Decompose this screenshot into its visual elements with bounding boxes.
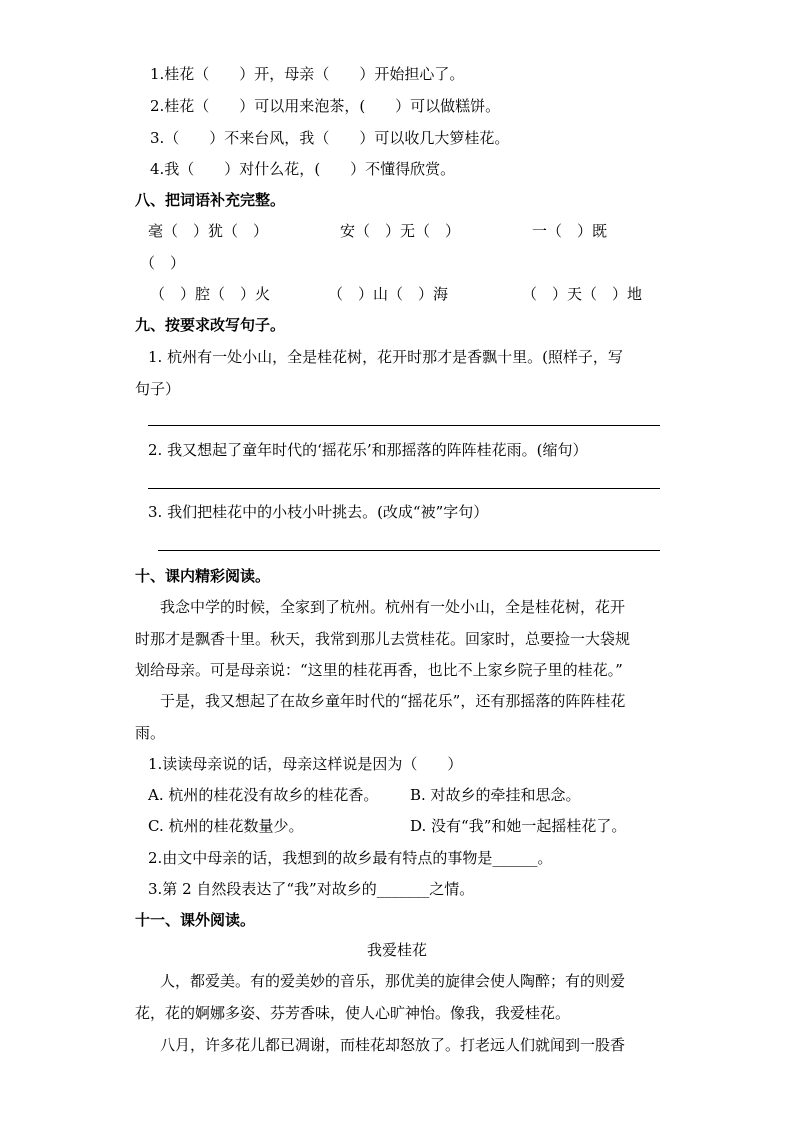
option-b: B. 对故乡的牵挂和思念。: [410, 786, 581, 804]
reading-para-line-3: 划给母亲。可是母亲说：“这里的桂花再香，也比不上家乡院子里的桂花。”: [135, 661, 623, 679]
word-group-1: 毫（ ）犹（ ）: [148, 222, 269, 240]
option-d: D. 没有“我”和她一起摇桂花了。: [410, 817, 627, 835]
rewrite-q2: 2. 我又想起了童年时代的‘摇花乐’和那摇落的阵阵桂花雨。(缩句）: [148, 441, 588, 459]
answer-line-1: [148, 425, 660, 426]
reading-para-line-1: 我念中学的时候，全家到了杭州。杭州有一处小山，全是桂花树，花开: [160, 598, 626, 616]
reading-q1: 1.读读母亲说的话，母亲这样说是因为（ ）: [148, 755, 463, 773]
passage-line-3: 八月，许多花儿都已凋谢，而桂花却怒放了。打老远人们就闻到一股香: [160, 1036, 626, 1054]
fill-line-2: 2.桂花（ ）可以用来泡茶，( ）可以做糕饼。: [150, 97, 501, 115]
word-group-3: 一（ ）既: [532, 222, 608, 240]
reading-para-line-2: 时那才是飘香十里。秋天，我常到那儿去赏桂花。回家时，总要捡一大袋规: [135, 630, 631, 648]
rewrite-q1-line1: 1. 杭州有一处小山，全是桂花树，花开时那才是香飘十里。(照样子，写: [148, 348, 623, 366]
passage-line-1: 人，都爱美。有的爱美妙的音乐，那优美的旋律会使人陶醉；有的则爱: [160, 972, 626, 990]
option-c: C. 杭州的桂花数量少。: [148, 817, 304, 835]
passage-title: 我爱桂花: [366, 941, 427, 959]
word-group-2: 安（ ）无（ ）: [340, 222, 461, 240]
passage-line-2: 花，花的婀娜多姿、芬芳香味，使人心旷神怡。像我，我爱桂花。: [135, 1004, 571, 1022]
answer-line-3: [158, 550, 660, 551]
word-group-3-wrap: （ ）: [140, 254, 186, 272]
word-group-6: （ ）天（ ）地: [522, 285, 643, 303]
reading-q2: 2.由文中母亲的话，我想到的故乡最有特点的事物是______。: [148, 849, 553, 867]
option-a: A. 杭州的桂花没有故乡的桂花香。: [148, 786, 379, 804]
fill-line-4: 4.我（ ）对什么花，( ）不懂得欣赏。: [150, 160, 456, 178]
word-group-5: （ ）山（ ）海: [328, 285, 449, 303]
reading-para-line-4: 于是，我又想起了在故乡童年时代的“摇花乐”，还有那摇落的阵阵桂花: [160, 692, 626, 710]
section-8-heading: 八、把词语补充完整。: [135, 191, 286, 209]
section-10-heading: 十、课内精彩阅读。: [135, 567, 271, 585]
section-9-heading: 九、按要求改写句子。: [135, 316, 286, 334]
rewrite-q1-line2: 句子）: [135, 380, 181, 398]
answer-line-2: [148, 488, 660, 489]
section-11-heading: 十一、课外阅读。: [135, 911, 256, 929]
fill-line-3: 3.（ ）不来台风，我（ ）可以收几大箩桂花。: [150, 129, 510, 147]
word-group-4: （ ）腔（ ）火: [150, 285, 271, 303]
reading-para-line-5: 雨。: [135, 724, 166, 742]
reading-q3: 3.第 2 自然段表达了“我”对故乡的_______之情。: [148, 880, 475, 898]
fill-line-1: 1.桂花（ ）开，母亲（ ）开始担心了。: [150, 65, 465, 83]
rewrite-q3: 3. 我们把桂花中的小枝小叶挑去。(改成“被”字句）: [148, 503, 489, 521]
